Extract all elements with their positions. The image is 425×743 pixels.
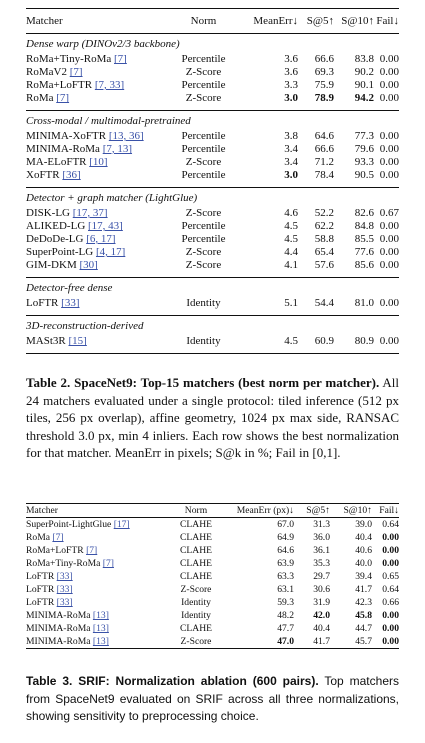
matcher-cell xyxy=(26,130,161,143)
norm-cell: Identity xyxy=(181,597,211,608)
group-title: Detector + graph matcher (LightGlue) xyxy=(26,192,198,204)
s10-cell: 80.9 xyxy=(354,335,374,347)
bottom-rule xyxy=(26,354,399,355)
caption-title: Table 3. SRIF: Normalization ablation (600 pairs). xyxy=(26,674,319,688)
table-2-caption xyxy=(26,374,399,462)
fail-cell: 0.00 xyxy=(379,259,399,271)
s10-cell: 85.5 xyxy=(354,233,374,245)
fail-cell: 0.00 xyxy=(379,169,399,181)
citation-link[interactable]: [13, 36] xyxy=(108,130,144,142)
fail-cell: 0.00 xyxy=(379,220,399,232)
table-row xyxy=(26,66,399,79)
matcher-cell xyxy=(26,635,166,649)
col-header-norm: Norm xyxy=(190,15,217,27)
s10-cell: 90.5 xyxy=(354,169,374,181)
s5-cell: 66.6 xyxy=(314,143,334,155)
meanerr-cell: 4.5 xyxy=(284,220,298,232)
citation-link[interactable]: [13] xyxy=(92,610,109,621)
s10-cell: 45.7 xyxy=(355,636,372,647)
s10-cell: 39.0 xyxy=(355,519,372,530)
norm-cell: Z-Score xyxy=(185,259,222,271)
matcher-name: RoMa+LoFTR xyxy=(26,79,93,91)
matcher-name: RoMa+Tiny-RoMa xyxy=(26,53,112,65)
s5-cell: 40.4 xyxy=(313,623,330,634)
matcher-cell xyxy=(26,143,161,156)
citation-link[interactable]: [7] xyxy=(86,545,98,556)
s5-cell: 30.6 xyxy=(313,584,330,595)
s10-cell: 45.8 xyxy=(355,610,372,621)
norm-cell: Identity xyxy=(186,297,221,309)
fail-cell: 0.67 xyxy=(379,207,399,219)
matcher-name: LoFTR xyxy=(26,571,55,582)
citation-link[interactable]: [7] xyxy=(56,92,70,104)
citation-link[interactable]: [17, 37] xyxy=(72,207,108,219)
s10-cell: 84.8 xyxy=(354,220,374,232)
table-row xyxy=(26,518,399,532)
table-row xyxy=(26,130,399,143)
s5-cell: 71.2 xyxy=(314,156,334,168)
caption-body: All 24 matchers evaluated under a single protocol: tiled inference (512 px tiles, 256 px overlap), affine geometry, 1024 px max side, RANSAC threshold 3.0 px, min 4 inliers. Each row shows the best normalization for that matcher. MeanErr in pixels; S@k in %; Fail in [0,1]. xyxy=(26,375,399,460)
meanerr-cell: 48.2 xyxy=(277,610,294,621)
fail-cell: 0.00 xyxy=(379,92,399,104)
s5-cell: 69.3 xyxy=(314,66,334,78)
matcher-cell xyxy=(26,531,166,544)
table-3-caption xyxy=(26,673,399,726)
matcher-name: LoFTR xyxy=(26,297,59,309)
table-row xyxy=(26,169,399,182)
fail-cell: 0.00 xyxy=(379,79,399,91)
norm-cell: Percentile xyxy=(181,143,226,155)
table-row xyxy=(26,531,399,544)
table-row xyxy=(26,557,399,570)
citation-link[interactable]: [7, 13] xyxy=(102,143,133,155)
meanerr-cell: 3.0 xyxy=(284,169,298,181)
fail-cell: 0.64 xyxy=(382,519,399,530)
matcher-name: MINIMA-XoFTR xyxy=(26,130,107,142)
s10-cell: 77.3 xyxy=(354,130,374,142)
norm-cell: Z-Score xyxy=(185,246,222,258)
s10-cell: 40.6 xyxy=(355,545,372,556)
col-header-matcher: Matcher xyxy=(26,505,58,516)
s10-cell: 81.0 xyxy=(354,297,374,309)
col-header-matcher: Matcher xyxy=(26,15,63,27)
matcher-cell xyxy=(26,169,161,182)
s10-cell: 90.1 xyxy=(354,79,374,91)
table-row xyxy=(26,583,399,596)
s5-cell: 75.9 xyxy=(314,79,334,91)
group-title: Dense warp (DINOv2/3 backbone) xyxy=(26,38,180,50)
fail-cell: 0.00 xyxy=(379,297,399,309)
col-header-s5: S@5↑ xyxy=(306,505,330,516)
caption-body: Top matchers from SpaceNet9 evaluated on SRIF across all three normalizations, showing sensitivity to preprocessing choice. xyxy=(26,674,399,723)
col-header-norm: Norm xyxy=(184,505,208,516)
matcher-name: ALIKED-LG xyxy=(26,220,86,232)
group-title: 3D-reconstruction-derived xyxy=(26,320,144,332)
s10-cell: 90.2 xyxy=(354,66,374,78)
matcher-name: DISK-LG xyxy=(26,207,70,219)
fail-cell: 0.00 xyxy=(379,66,399,78)
citation-link[interactable]: [17] xyxy=(113,519,130,530)
citation-link[interactable]: [33] xyxy=(56,597,73,608)
s10-cell: 79.6 xyxy=(354,143,374,155)
matcher-cell xyxy=(26,518,166,532)
matcher-cell xyxy=(26,544,166,557)
matcher-name: MINIMA-RoMa xyxy=(26,623,91,634)
rule-cell xyxy=(26,354,399,355)
matcher-name: XoFTR xyxy=(26,169,60,181)
meanerr-cell: 63.9 xyxy=(277,558,294,569)
citation-link[interactable]: [33] xyxy=(56,584,73,595)
meanerr-cell: 3.3 xyxy=(284,79,298,91)
meanerr-cell: 4.6 xyxy=(284,207,298,219)
table-row xyxy=(26,246,399,259)
meanerr-cell: 3.4 xyxy=(284,156,298,168)
meanerr-cell: 3.8 xyxy=(284,130,298,142)
citation-link[interactable]: [15] xyxy=(68,335,87,347)
s5-cell: 57.6 xyxy=(314,259,334,271)
meanerr-cell: 4.5 xyxy=(284,233,298,245)
table-row xyxy=(26,233,399,246)
s10-cell: 94.2 xyxy=(354,92,374,104)
matcher-name: RoMa+Tiny-RoMa xyxy=(26,558,101,569)
fail-cell: 0.00 xyxy=(379,233,399,245)
matcher-cell xyxy=(26,622,166,635)
matcher-cell xyxy=(26,297,161,310)
s5-cell: 64.6 xyxy=(314,130,334,142)
norm-cell: CLAHE xyxy=(180,558,212,569)
group-title: Cross-modal / multimodal-pretrained xyxy=(26,115,191,127)
meanerr-cell: 59.3 xyxy=(277,597,294,608)
matcher-name: SuperPoint-LG xyxy=(26,246,94,258)
norm-cell: CLAHE xyxy=(180,545,212,556)
s5-cell: 78.4 xyxy=(314,169,334,181)
citation-link[interactable]: [4, 17] xyxy=(95,246,126,258)
bottom-rule xyxy=(26,649,399,663)
norm-cell: Z-Score xyxy=(185,156,222,168)
col-header-fail: Fail↓ xyxy=(376,15,399,27)
meanerr-cell: 3.4 xyxy=(284,143,298,155)
s5-cell: 65.4 xyxy=(314,246,334,258)
fail-cell: 0.00 xyxy=(379,143,399,155)
norm-cell: Z-Score xyxy=(185,66,222,78)
s10-cell: 44.7 xyxy=(355,623,372,634)
matcher-cell xyxy=(26,259,161,272)
s10-cell: 40.0 xyxy=(355,558,372,569)
matcher-name: SuperPoint-LightGlue xyxy=(26,519,112,530)
table-3-header xyxy=(26,504,399,518)
norm-cell: Percentile xyxy=(181,53,226,65)
caption-title: Table 2. SpaceNet9: Top-15 matchers (best norm per matcher). xyxy=(26,375,380,390)
fail-cell: 0.65 xyxy=(382,571,399,582)
citation-link[interactable]: [13] xyxy=(92,623,109,634)
s5-cell: 36.1 xyxy=(313,545,330,556)
table-row xyxy=(26,335,399,348)
citation-link[interactable]: [13] xyxy=(92,636,109,647)
s10-cell: 85.6 xyxy=(354,259,374,271)
norm-cell: Z-Score xyxy=(180,584,212,595)
s10-cell: 93.3 xyxy=(354,156,374,168)
table-row xyxy=(26,635,399,649)
norm-cell: CLAHE xyxy=(180,532,212,543)
fail-cell: 0.00 xyxy=(382,532,399,543)
norm-cell: Percentile xyxy=(181,220,226,232)
norm-cell: Percentile xyxy=(181,130,226,142)
col-header-fail: Fail↓ xyxy=(379,505,399,516)
col-header-meanerr: MeanErr↓ xyxy=(253,15,298,27)
matcher-cell xyxy=(26,220,161,233)
meanerr-cell: 3.0 xyxy=(284,92,298,104)
matcher-name: MA-ELoFTR xyxy=(26,156,87,168)
group-title: Detector-free dense xyxy=(26,282,113,294)
col-header-s10: S@10↑ xyxy=(341,15,374,27)
matcher-cell xyxy=(26,609,166,622)
s5-cell: 42.0 xyxy=(313,610,330,621)
fail-cell: 0.66 xyxy=(382,597,399,608)
citation-link[interactable]: [6, 17] xyxy=(86,233,116,245)
matcher-name: LoFTR xyxy=(26,584,55,595)
fail-cell: 0.00 xyxy=(379,246,399,258)
table-row xyxy=(26,79,399,92)
citation-link[interactable]: [30] xyxy=(79,259,98,271)
meanerr-cell: 64.6 xyxy=(277,545,294,556)
s5-cell: 29.7 xyxy=(313,571,330,582)
s10-cell: 39.4 xyxy=(355,571,372,582)
matcher-cell xyxy=(26,79,161,92)
fail-cell: 0.00 xyxy=(382,558,399,569)
table-row xyxy=(26,207,399,220)
s5-cell: 31.3 xyxy=(313,519,330,530)
table-row xyxy=(26,53,399,66)
table-row xyxy=(26,156,399,169)
s5-cell: 31.9 xyxy=(313,597,330,608)
meanerr-cell: 64.9 xyxy=(277,532,294,543)
group-header-row xyxy=(26,188,399,208)
citation-link[interactable]: [7] xyxy=(114,53,127,65)
s5-cell: 62.2 xyxy=(314,220,334,232)
meanerr-cell: 4.5 xyxy=(284,335,298,347)
citation-link[interactable]: [7] xyxy=(102,558,114,569)
col-header-meanerr: MeanErr (px)↓ xyxy=(236,505,294,516)
fail-cell: 0.00 xyxy=(379,130,399,142)
table-row xyxy=(26,259,399,272)
s5-cell: 36.0 xyxy=(313,532,330,543)
matcher-name: RoMaV2 xyxy=(26,66,67,78)
norm-cell: Identity xyxy=(181,610,211,621)
table-row xyxy=(26,609,399,622)
table-row xyxy=(26,596,399,609)
s10-cell: 82.6 xyxy=(354,207,374,219)
s10-cell: 41.7 xyxy=(355,584,372,595)
matcher-name: GIM-DKM xyxy=(26,259,77,271)
norm-cell: Percentile xyxy=(181,233,226,245)
table-3 xyxy=(26,503,399,662)
matcher-name: RoMa xyxy=(26,532,50,543)
norm-cell: Identity xyxy=(186,335,221,347)
citation-link[interactable]: [36] xyxy=(62,169,81,181)
matcher-cell xyxy=(26,233,161,246)
meanerr-cell: 4.1 xyxy=(284,259,298,271)
citation-link[interactable]: [7, 33] xyxy=(94,79,125,91)
matcher-cell xyxy=(26,557,166,570)
fail-cell: 0.00 xyxy=(379,53,399,65)
matcher-cell xyxy=(26,156,161,169)
table-row xyxy=(26,220,399,233)
matcher-cell xyxy=(26,66,161,79)
s10-cell: 83.8 xyxy=(354,53,374,65)
matcher-name: MINIMA-RoMa xyxy=(26,143,100,155)
table-row xyxy=(26,570,399,583)
matcher-cell xyxy=(26,570,166,583)
s5-cell: 78.9 xyxy=(314,92,334,104)
matcher-name: RoMa xyxy=(26,92,54,104)
citation-link[interactable]: [7] xyxy=(69,66,83,78)
citation-link[interactable]: [33] xyxy=(61,297,80,309)
meanerr-cell: 63.1 xyxy=(277,584,294,595)
matcher-cell xyxy=(26,246,161,259)
norm-cell: Z-Score xyxy=(185,92,222,104)
meanerr-cell: 4.4 xyxy=(284,246,298,258)
fail-cell: 0.00 xyxy=(382,623,399,634)
fail-cell: 0.00 xyxy=(379,335,399,347)
s5-cell: 35.3 xyxy=(313,558,330,569)
matcher-cell xyxy=(26,335,161,348)
norm-cell: Percentile xyxy=(181,79,226,91)
matcher-name: MASt3R xyxy=(26,335,66,347)
matcher-cell xyxy=(26,53,161,66)
fail-cell: 0.00 xyxy=(382,610,399,621)
meanerr-cell: 3.6 xyxy=(284,53,298,65)
col-header-s5: S@5↑ xyxy=(306,15,334,27)
matcher-cell xyxy=(26,207,161,220)
fail-cell: 0.00 xyxy=(379,156,399,168)
matcher-cell xyxy=(26,92,161,105)
s5-cell: 52.2 xyxy=(314,207,334,219)
group-header-row xyxy=(26,278,399,298)
s10-cell: 77.6 xyxy=(354,246,374,258)
norm-cell: Z-Score xyxy=(180,636,212,647)
meanerr-cell: 47.0 xyxy=(277,636,294,647)
table-row xyxy=(26,297,399,310)
s5-cell: 66.6 xyxy=(314,53,334,65)
norm-cell: CLAHE xyxy=(180,623,212,634)
meanerr-cell: 3.6 xyxy=(284,66,298,78)
col-header-s10: S@10↑ xyxy=(343,505,372,516)
norm-cell: Z-Score xyxy=(185,207,222,219)
matcher-name: MINIMA-RoMa xyxy=(26,610,91,621)
table-row xyxy=(26,544,399,557)
norm-cell: Percentile xyxy=(181,169,226,181)
s5-cell: 60.9 xyxy=(314,335,334,347)
citation-link[interactable]: [17, 43] xyxy=(88,220,123,232)
fail-cell: 0.00 xyxy=(382,545,399,556)
s5-cell: 58.8 xyxy=(314,233,334,245)
table-row xyxy=(26,143,399,156)
meanerr-cell: 47.7 xyxy=(277,623,294,634)
table-row xyxy=(26,622,399,635)
s10-cell: 40.4 xyxy=(355,532,372,543)
norm-cell: CLAHE xyxy=(180,519,212,530)
matcher-name: MINIMA-RoMa xyxy=(26,636,91,647)
matcher-cell xyxy=(26,583,166,596)
table-2-header xyxy=(26,9,399,34)
group-header-row xyxy=(26,34,399,54)
matcher-name: DeDoDe-LG xyxy=(26,233,84,245)
citation-link[interactable]: [7] xyxy=(52,532,64,543)
table-row xyxy=(26,92,399,105)
table-2 xyxy=(26,8,399,354)
meanerr-cell: 63.3 xyxy=(277,571,294,582)
group-header-row xyxy=(26,111,399,131)
matcher-name: RoMa+LoFTR xyxy=(26,545,84,556)
citation-link[interactable]: [33] xyxy=(56,571,73,582)
fail-cell: 0.00 xyxy=(382,636,399,647)
meanerr-cell: 67.0 xyxy=(277,519,294,530)
group-header-row xyxy=(26,316,399,336)
fail-cell: 0.64 xyxy=(382,584,399,595)
s5-cell: 41.7 xyxy=(313,636,330,647)
s5-cell: 54.4 xyxy=(314,297,334,309)
citation-link[interactable]: [10] xyxy=(89,156,108,168)
matcher-name: LoFTR xyxy=(26,597,55,608)
meanerr-cell: 5.1 xyxy=(284,297,298,309)
norm-cell: CLAHE xyxy=(180,571,212,582)
s10-cell: 42.3 xyxy=(355,597,372,608)
matcher-cell xyxy=(26,596,166,609)
rule-cell xyxy=(26,649,399,663)
